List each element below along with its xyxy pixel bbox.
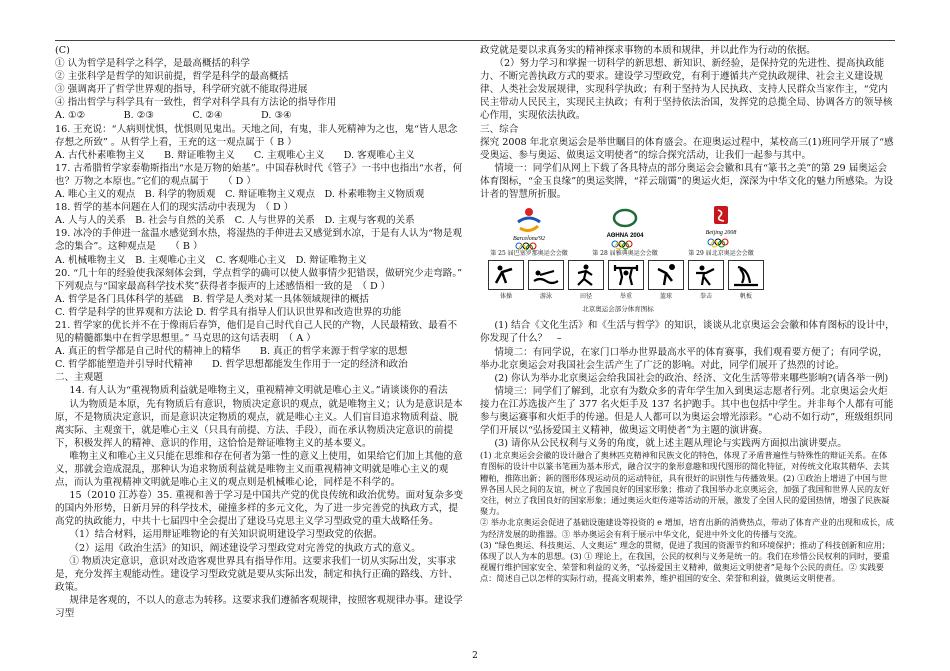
- athletics-pictogram: [568, 260, 604, 290]
- svg-text:Barcelona'92: Barcelona'92: [512, 236, 546, 243]
- choice-line: A. 机械唯物主义 B. 主观唯心主义 C. 客观唯心主义 D. 辩证唯物主义: [55, 254, 367, 266]
- header-rule: [55, 40, 895, 41]
- subquestion: (3) 请你从公民权利与义务的角度，就上述主题从理论与实践两方面拟出演讲要点。: [494, 438, 847, 450]
- left-column: [55, 44, 465, 620]
- svg-text:Beijing 2008: Beijing 2008: [705, 230, 737, 237]
- beijing-emblem: [680, 204, 762, 258]
- athens-emblem: [584, 204, 666, 258]
- sailboard-icon: [732, 263, 760, 287]
- inquiry-intro: 探究 2008 年北京奥运会是举世瞩目的体育盛会。在迎奥运过程中，某校高三(1)班同学开展了“感受奥运、参与奥运、做奥运文明使者”的综合探究活动，让我们一起参与其中。: [480, 136, 894, 161]
- answer-paragraph: 规律是客观的，不以人的意志为转移。这要求我们遵循客观规律，按照客观规律办事。建设学习型: [55, 594, 463, 620]
- pictogram-caption: 篮球: [659, 293, 672, 301]
- boxing-pictogram: [688, 260, 724, 290]
- option-line: (C): [55, 45, 70, 56]
- barcelona-emblem: [488, 204, 570, 258]
- answer-paragraph: 唯物主义和唯心主义只能在思维和存在何者为第一性的意义上使用，如果给它们加上其他的意义，那就会造成混乱，那种认为追求物质利益就是唯物主义而重视精神文明就是唯心主义的观点，而认为重视精神文明就是唯心主义的观点则是机械唯心论，同样是不科学的。: [55, 450, 463, 489]
- option-line: ④ 指出哲学与科学具有一致性，哲学对科学具有方法论的指导作用: [55, 97, 337, 109]
- question-18: 18. 哲学的基本问题在人们的现实活动中表现为 （ D ）: [55, 202, 294, 214]
- question-17: 17. 古希腊哲学家泰勒斯指出“水是万物的始基”。中国春秋时代《管子》一书中也指出“水者，何也？万物之本原也。”它们的观点属于 （ D ）: [55, 162, 463, 187]
- scenario-1: 情境一：同学们从网上下载了各具特点的部分奥运会会徽和具有“篆书之美”的第 29 届奥运会体育图标，“金玉良缘”的奥运奖牌，“祥云瑞霭”的奥运火炬，深深为中华文化的魅力所感染。为设计者的智慧所折服。: [480, 162, 893, 201]
- choice-line: A. 哲学是各门具体科学的基础 B. 哲学是人类对某一具体领域规律的概括: [55, 293, 369, 305]
- weightlifting-pictogram: [608, 260, 644, 290]
- athletics-icon: [572, 263, 600, 287]
- emblem-row: [488, 204, 778, 258]
- subquestion: (1) 结合《文化生活》和《生活与哲学》的知识，谈谈从北京奥运会会徽和体育图标的设计中，你发现了什么？ –: [480, 320, 895, 345]
- answer-key: (3) “绿色奥运、科技奥运、人文奥运” 理念的贯彻，促进了我国的资源节约和环境保护；推动了科技创新和应用；体现了以人为本的思想。(3) ① 理论上，在我国，公民的权利与义务是统一的。我们在珍惜公民权利的同时，要重视履行维护国家安全、荣誉和利益的义务，“弘扬爱国主义精神，做奥运文明使者”是每个公民的责任。② 实践要点：简述自己以怎样的实际行动，提高文明素养，维护祖国的安全、荣誉和利益，做奥运文明使者。: [480, 539, 890, 584]
- pictogram-captions: [488, 290, 778, 303]
- section-heading: 二、主观题: [55, 372, 103, 384]
- svg-text:ΑΘΗΝΑ 2004: ΑΘΗΝΑ 2004: [606, 233, 644, 240]
- scenario-3: 情境三：同学们了解到，北京有为数众多的青年学生加入到奥运志愿者行列。北京奥运会火炬接力在江苏选拔产生了 377 名火炬手及 137 名护跑手。其中也包括中学生。并非每个人都有可能参与奥运赛事和火炬手的传递。但是人人都可以为奥运会增光添彩。“心动不如行动”，班级组织同学们开展以“弘扬爱国主义精神，做奥运文明使者”为主题的演讲赛。: [480, 385, 894, 437]
- pictogram-caption: 游泳: [539, 293, 552, 301]
- question-21: 21. 哲学家的优长并不在于像雨后春笋，他们是自己时代自己人民的产物，人民最精致、最看不见的精髓都集中在哲学思想里。” 马克思的这句话表明 （ A ）: [55, 319, 458, 345]
- question-20: 20. “几十年的经验使我深刻体会到，学点哲学的确可以使人做事情少犯错误，做研究少走弯路。” 下列观点与“国家最高科学技术奖”获得者李振声的上述感悟相一致的是 （ D ）: [55, 267, 463, 292]
- boxing-icon: [692, 263, 720, 287]
- pictogram-caption: 拳击: [699, 293, 712, 301]
- page-number: 2: [472, 651, 478, 661]
- basketball-icon: [652, 263, 680, 287]
- subquestion: （2）运用《政治生活》的知识，阐述建设学习型政党对完善党的执政方式的意义。: [69, 542, 421, 554]
- choice-line: A. 古代朴素唯物主义 B. 辩证唯物主义 C. 主观唯心主义 D. 客观唯心主义: [55, 149, 415, 161]
- pictogram-caption: 举重: [619, 293, 632, 301]
- option-line: ② 主张科学是哲学的知识前提，哲学是科学的最高概括: [55, 71, 289, 83]
- choice-line: A. 真正的哲学都是自己时代的精神上的精华 B. 真正的哲学来源于哲学家的思想: [55, 346, 408, 358]
- answer-key: ② 举办北京奥运会促进了基础设施建设等投资的 e 增加，培育出新的消费热点，带动了体育产业的出现和成长，成为经济发展的助推器。③ 举办奥运会有利于展示中华文化，促进中外文化的传播与交流。: [480, 517, 894, 539]
- figure-caption: 北京奥运会部分体育图标: [582, 305, 654, 314]
- option-line: ① 认为哲学是科学之科学，是最高概括的科学: [55, 58, 250, 70]
- athens-emblem-icon: [584, 204, 666, 250]
- emblem-caption: 第 25 届巴塞罗那奥运会会徽: [490, 250, 568, 258]
- choice-line: C. 哲学都能塑造并引导时代精神 D. 哲学思想都能发生作用于一定的经济和政治: [55, 359, 408, 371]
- pictogram-row: [488, 260, 778, 290]
- choice-line: C. 哲学是科学的世界观和方法论 D. 哲学具有指导人们认识世界和改造世界的功能: [55, 306, 402, 318]
- option-line: ③ 强调离开了哲学世界观的指导，科学研究就不能取得进展: [55, 84, 308, 96]
- emblem-caption: 第 29 届北京奥运会会徽: [688, 250, 754, 258]
- pictogram-caption: 体操: [499, 293, 512, 301]
- answer-paragraph: 认为物质是本原，先有物质后有意识，物质决定意识的观点，就是唯物主义；认为是意识是本原，不是物质决定意识，而是意识决定物质的观点，就是唯心主义。人们盲目追求物质利益、脱离实际、主观蛮干，就是唯心主义（只具有前提、方法、手段），而在承认物质决定意识的前提下，积极发挥人的精神、意识的作用，这恰恰是辩证唯物主义的基本要义。: [55, 398, 463, 449]
- subquestion: （1）结合材料，运用辩证唯物论的有关知识说明建设学习型政党的依据。: [69, 529, 383, 541]
- beijing-emblem-icon: [680, 204, 762, 250]
- question-14: 14. 有人认为“重视物质利益就是唯物主义，重视精神文明就是唯心主义。”请谈谈你的看法: [69, 385, 448, 397]
- choice-line: A. ①② B. ②③ C. ②④ D. ③④: [55, 110, 292, 122]
- question-19: 19. 冰冷的手伸进一盆温水感觉到水热，将湿热的手伸进去又感觉到水凉，于是有人认为“物是观念的集合”。这种观点是 （ B ）: [55, 228, 462, 253]
- weightlifting-icon: [612, 263, 640, 287]
- barcelona-emblem-icon: [488, 204, 570, 250]
- basketball-pictogram: [648, 260, 684, 290]
- question-15: 15（2010 江苏卷）35. 重视和善于学习是中国共产党的优良传统和政治优势。面对复杂多变的国内外形势，日新月异的科学技术，碰撞多样的多元文化，为了进一步完善党的执政方式，提高党的执政能力，中共十七届四中全会提出了建设马克思主义学习型政党的重大战略任务。: [55, 490, 464, 528]
- gymnastics-icon: [492, 263, 520, 287]
- swimming-pictogram: [528, 260, 564, 290]
- choice-line: A. 人与人的关系 B. 社会与自然的关系 C. 人与世界的关系 D. 主观与客观的关系: [55, 215, 415, 227]
- answer-paragraph: 政党就是要以求真务实的精神探求事物的本质和规律，并以此作为行动的依据。: [480, 45, 816, 56]
- choice-line: A. 唯心主义的观点 B. 科学的物质观 C. 辩证唯物主义观点 D. 朴素唯物主义物质观: [55, 189, 425, 201]
- emblem-caption: 第 28 届雅典奥运会会徽: [592, 250, 658, 258]
- scenario-2: 情境二：有同学说，在家门口举办世界最高水平的体育赛事，我们观看要方便了；有同学说，举办北京奥运会对我国社会生活产生了广泛的影响。对此，同学们展开了热烈的讨论。: [480, 346, 888, 371]
- pictogram-caption: 田径: [579, 293, 592, 301]
- swimming-icon: [532, 263, 560, 287]
- subquestion: (2) 你认为举办北京奥运会给我国社会的政治、经济、文化生活等带来哪些影响?(请各举一例): [494, 372, 889, 384]
- pictogram-caption: 帆板: [739, 293, 752, 301]
- sailboard-pictogram: [728, 260, 764, 290]
- answer-key: (1) 北京奥运会会徽的设计融合了奥林匹克精神和民族文化的特色，体现了矛盾普遍性与特殊性的辩证关系。在体育图标的设计中以篆书笔画为基本形式，融合汉字的象形意趣和现代图形的简化特征，对传统文化取其精华、去其糟粕，推陈出新；新的图形体现运动员的运动特征，具有很好的识别性与传播效果。(2) ①政治上增进了中国与世界各国人民之间的友谊，树立了我国良好的国家形象；推动了我国举办北京奥运会，加强了我国和世界人民的友好交往，树立了我国良好的国家形象；通过奥运火炬传递等活动的开展，激发了全国人民的爱国热情，增强了民族凝聚力。: [480, 450, 890, 517]
- answer-paragraph: （2）努力学习和掌握一切科学的新思想、新知识、新经验，是保持党的先进性、提高执政能力、不断完善执政方式的要求。建设学习型政党，有利于遵循共产党执政规律、社会主义建设规律、人类社会发展规律，实现科学执政；有利于坚持为人民执政、支持人民群众当家作主，“党内民主带动人民民主，实现民主执政；有利于坚持依法治国，发挥党的总揽全局、协调各方的领导核心作用，实现依法执政。: [480, 58, 893, 122]
- question-16: 16. 王充说：“人病则忧惧，忧惧则见鬼出。天地之间，有鬼，非人死精神为之也，鬼“皆人思念存想之所致” 。从哲学上看，王充的这一观点属于（ B ）: [55, 123, 458, 148]
- right-column: [480, 44, 895, 585]
- section-heading: 三、综合: [480, 123, 519, 135]
- answer-paragraph: ① 物质决定意识，意识对改造客观世界具有指导作用。这要求我们一切从实际出发，实事求是，充分发挥主观能动性。建设学习型政党就是要从实际出发，制定和执行正确的路线、方针、政策。: [55, 555, 458, 593]
- olympics-figure: [488, 204, 778, 316]
- gymnastics-pictogram: [488, 260, 524, 290]
